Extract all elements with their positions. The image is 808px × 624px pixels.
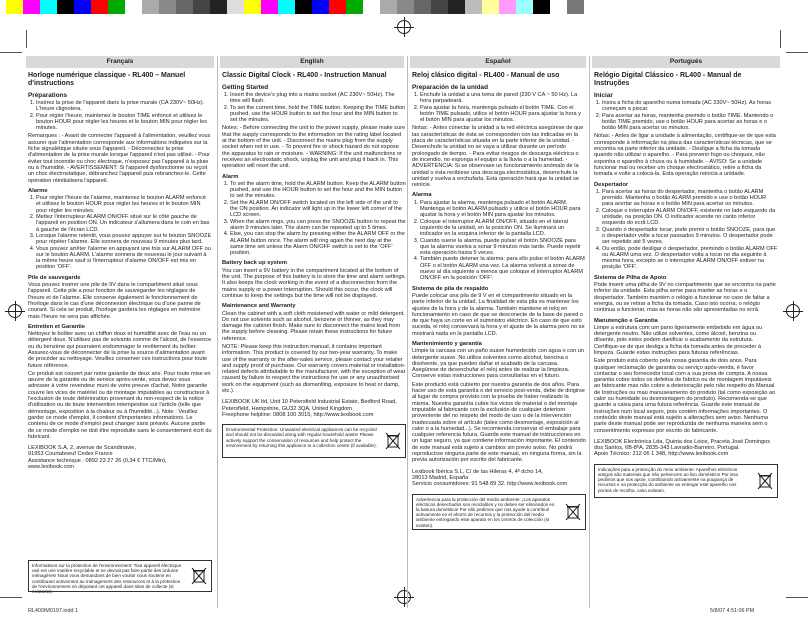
list-item: 1. Insira a ficha do aparelho numa tomada (AC 230V~ 50Hz). As horas começam a piscar.	[602, 100, 778, 113]
color-swatch	[448, 0, 465, 14]
column-french	[28, 72, 212, 470]
heading-maintenance: Manutenção e Garantia	[594, 317, 658, 324]
address-line: Freephone helpline: 0808 100 3015, http://www.lexibook.com	[222, 411, 374, 418]
title-portuguese: Relógio Digital Clássico - RL400 - Manual de Instruções	[594, 72, 742, 87]
address-line: 91953 Courtaboeuf Cedex France	[28, 451, 113, 458]
color-swatch	[227, 0, 244, 14]
address-line: 28013 Madrid, España	[412, 474, 469, 481]
backup-text: Pode inserir uma pilha de 9V no compartimento que se encontra na parte inferior da unidade. Esta pilha serve para manter as horas e o despertador. Também mantém o relógio a funcionar no caso de faltar a energia, ou se retirar a ficha da tomada. Caso isto ocorra, o relógio continua a funcionar, mas as horas não são apresentadas no ecrã.	[594, 282, 776, 314]
list-item: 2. Pour régler l'heure, maintenez le bouton TIME enfoncé et utilisez le bouton HOUR pour régler les heures et le bouton MIN pour régler les minutes.	[36, 113, 212, 132]
environment-text: Environmental Protection: Unwanted electrical appliances can be recycled and should not be discarded along with regular household waste! Please actively support the conservation of resources and help protect the environment by returning this appliance to a collection centre (if available).	[226, 427, 377, 448]
address-line: Servicio consumidores: 91 548 89 32. http://www.lexibook.com	[412, 481, 568, 488]
crossed-bin-icon	[565, 503, 581, 521]
notes-text: Notas: - Antes conectar la unidad a la red eléctrica asegúrese de que las características de ésta se corresponden con las indicadas en la placa de características situada en la parte inferior de la unidad. - Desenchufe la unidad no se vaya a utilizar durante un período prolongado de tiempo. - Para evitar riesgos de descarga eléctrica o de incendio, no exponga el equipo a la lluvia o a la humedad. - ADVERTENCIA: Si se observase un funcionamiento anómalo de la unidad o ésta recibiese una descarga electrostática, desenchufe la unidad y vuelva a enchufarla. Esta operación hará que la unidad se reinicie.	[412, 125, 584, 189]
registration-mark-right	[786, 304, 800, 318]
warranty-text: Ce produit est couvert par notre garantie de deux ans. Pour toute mise en œuvre de la garantie ou de service après-vente, vous devez vous adresser à votre revendeur muni de votre preuve d'achat. Notre garantie couvre les vices de matériel ou de montage imputables au constructeur à l'exclusion de toute détérioration provenant du non-respect de la notice d'utilisation ou de toute intervention intempestive sur l'article (telle que démontage, exposition à la chaleur ou à l'humidité...). Note : Veuillez garder ce mode d'emploi, il contient d'importantes informations. Le contenu de ce mode d'emploi peut changer sans préavis. Aucune partie de ce mode d'emploi ne doit être reproduite sans le consentement écrit du fabricant.	[28, 370, 212, 440]
crop-mark	[26, 30, 27, 48]
column-spanish	[412, 72, 586, 530]
address-line: Lexibook Ibérica S.L, C/ de las Hileras 4, 4º dcho 14,	[412, 468, 543, 475]
color-swatch	[380, 0, 397, 14]
list-item: 1. To set the alarm time, hold the ALARM button. Keep the ALARM button pushed, and use the HOUR button to set the hour and the MIN button to set the minutes.	[230, 181, 406, 200]
color-registration-bar	[6, 0, 584, 14]
notes-text: Notas: - Antes de ligar a unidade à alimentação, certifique-se de que esta corresponde à informação na placa das características técnicas, que se encontra na parte inferior da unidade. - Desligue a ficha da tomada quando não utilizar o aparelho. - Para prevenir fogo ou choques, não exponha o aparelho à chuva ou à humidade. - AVISO: Se a unidade funcionar mal ou receber um choque electrostático, retire a ficha da tomada e volte a colocá-la. Esta operação reinicia a unidade.	[594, 133, 776, 178]
remarks-text: Remarques : - Avant de connecter l'appareil à l'alimentation, veuillez vous assurer que l'alimentation corresponde aux informations indiquées sur la fiche signalétique située sous l'appareil. - Déconnectez la prise d'alimentation de la prise murale lorsque l'appareil n'est pas utilisé. - Pour éviter tout incendie ou choc électrique, n'exposez pas l'appareil à la pluie ou à l'humidité. - AVERTISSEMENT: Si l'appareil dysfonctionne ou reçoit un choc électrostatique, débranchez l'appareil puis rebranchez-le. Cette opération réinitialisera l'appareil.	[28, 133, 211, 184]
color-swatch	[363, 0, 380, 14]
title-english: Classic Digital Clock - RL400 - Instruction Manual	[222, 72, 387, 79]
header-french: Français	[26, 56, 214, 68]
maintenance-text: Limpe a estrutura com um pano ligeiramente embebido em água ou detergente neutro. Não utilize solventes, como álcool, benzina ou diluente, pois estes podem danificar o acabamento da estrutura. Certifique-se de que desliga a ficha da tomada antes de proceder à limpeza. Guarde estas instruções para futuras referências.	[594, 324, 763, 356]
heading-maintenance: Maintenance and Warranty	[222, 303, 296, 310]
care-text: Nettoyez le boîtier avec un chiffon doux et humidifié avec de l'eau ou un détergent doux. N'utilisez pas de solvants comme de l'alcool, de l'essence ou du benzène qui pourraient endommager le revêtement du boîtier. Assurez-vous de déconnecter de la prise la source d'alimentation avant de procéder au nettoyage. Veuillez conserver ces instructions pour toute future référence.	[28, 331, 212, 369]
column-portuguese	[594, 72, 778, 498]
address-line: Petersfield, Hampshire, GU32 3QA, United Kingdom	[222, 405, 352, 412]
crop-mark	[0, 52, 22, 53]
footer-timestamp: 5/8/07 4:51:06 PM	[710, 608, 755, 614]
color-swatch	[261, 0, 278, 14]
environment-box-portuguese	[594, 464, 778, 498]
list-item: 3. Cuando suene la alarma, puede pulsar el botón SNOOZE para que la alarma vuelva a sonar 9 minutos más tarde. Puede repetir esta operación hasta 5 veces.	[420, 238, 586, 257]
color-swatch	[533, 0, 550, 14]
color-swatch	[278, 0, 295, 14]
registration-mark-left	[8, 304, 22, 318]
maintenance-text: Clean the cabinet with a soft cloth moistened with water or mild detergent. Do not use solvents such as alcohol, benzene or thinner, as they may damage the cabinet finish. Make sure to disconnect the mains lead from the supply before cleaning. Please retain these instructions for future reference.	[222, 310, 405, 342]
environment-text: Informations sur la protection de l'environnement: Tout appareil électrique usé est une matière recyclable et ne devrait pas faire partie des ordures ménagères! Nous vous demandons de bien vouloir nous soutenir en contribuant activement au ménagement des ressources et à la protection de l'environnement en déposant cet appareil dans sites de collecte (si existants).	[32, 563, 182, 595]
environment-text: Advertencia para la protección del medio ambiente: ¡Los aparatos eléctricos desechados son reciclables y no deben ser eliminados en la basura doméstica! Por ello pedimos que nos ayude a contribuir activamente en el ahorro de recursos y la protección del medio ambiente entregando este aparato en los centros de colección (si existen).	[416, 496, 555, 528]
list-item: 4. También puede detener la alarma: para ello pulse el botón ALARM OFF o el botón ALARM una vez. La alarma volverá a sonar de nuevo al día siguiente a menos que coloque el interruptor ALARM ON/OFF en la posición 'OFF'.	[420, 256, 586, 281]
color-swatch	[550, 0, 567, 14]
color-swatch	[346, 0, 363, 14]
environment-text: Indicações para a protecção do meio ambiente: Aparelhos eléctricos antigos são materiais que não pertencem ao lixo doméstico! Por isso pedimos que nos apoie, contribuindo activamente na poupança de recursos e na protecção do ambiente ao entregar este aparelho nos pontos de recolha, caso existam.	[598, 466, 739, 493]
title-spanish: Reloj clásico digital - RL400 - Manual de uso	[412, 72, 560, 79]
list-item: 2. Para ajustar la hora, mantenga pulsado el botón TIME. Con el botón TIME pulsado, utilice el botón HOUR para ajustar la hora y el botón MIN para ajustar los minutos.	[420, 105, 586, 124]
environment-box-english	[222, 424, 406, 458]
address-line: LEXIBOOK UK ltd, Unit 10 Petersfield Industrial Estate, Bedford Road,	[222, 399, 397, 406]
list-item: 4. Else, you can stop the alarm by pressing either the ALARM OFF or the ALARM button once. The alarm will ring again the next day at the same time set unless the Alarm ON/OFF switch is set to the 'OFF' position.	[230, 231, 406, 256]
heading-backup: Battery back up system	[222, 260, 288, 267]
color-swatch	[142, 0, 159, 14]
crossed-bin-icon	[191, 567, 207, 585]
header-portuguese: Portugués	[592, 56, 780, 68]
list-item: 2. Para acertar as horas, mantenha premido o botão TIME. Mantendo o botão TIME premido, use o botão HOUR para acertar as horas e o botão MIN para acertar os minutos.	[602, 113, 778, 132]
list-item: 2. Mettez l'interrupteur ALARM ON/OFF situé sur le côté gauche de l'appareil en position ON. Un indicateur s'allumera dans le coin en bas à gauche de l'écran LCD.	[36, 214, 212, 233]
warranty-text: NOTE: Please keep this instruction manual, it contains important information. This product is covered by our two-year warranty. To make use of the warranty or the after-sales service, please contact your retailer and supply proof of purchase. Our warranty covers material or installation-related defects attributable to the manufacturer, with the exception of wear caused by failure to respect the instructions for use or any unauthorised work on the equipment (such as dismantling, exposure to heat or damp, etc.).	[222, 343, 406, 395]
backup-text: You can insert a 9V battery in the compartment located at the bottom of the unit. The purpose of this battery is to store the time and alarm settings. It also keeps the clock working in the event of a disconnection from the mains supply or a power interruption. Should this occur, the clock will continue to keep the settings but the time will not be displayed.	[222, 267, 406, 299]
color-swatch	[193, 0, 210, 14]
notes-text: Notes: - Before connecting the unit to the power supply, please make sure that the supply corresponds to the information on the rating label located at the bottom of the unit. - Disconnect the mains plug from the supply socket when not in use. - To prevent fire or shock hazard do not expose the apparatus to rain or moisture. - WARNING: If the unit malfunctions or receives an electrostatic shock, unplug the unit and plug it back in. This operation will reset the unit.	[222, 125, 406, 170]
crossed-bin-icon	[385, 432, 401, 450]
column-divider	[589, 56, 590, 608]
list-item: 3. When the alarm rings, you can press the SNOOZE button to repeat the alarm 9 minutes later. The alarm can be repeated up to 5 times.	[230, 219, 406, 232]
color-swatch	[91, 0, 108, 14]
color-swatch	[176, 0, 193, 14]
list-item: 1. Insérez la prise de l'appareil dans la prise murale (CA 230V~ 50Hz). L'heure clignotera.	[36, 100, 212, 113]
color-swatch	[244, 0, 261, 14]
color-swatch	[57, 0, 74, 14]
environment-box-spanish	[412, 494, 586, 530]
list-item: 2. Coloque el interruptor ALARM ON/OFF, situado en el lateral izquierdo de la unidad, en la posición ON. Se iluminará un indicador en la esquina inferior de la pantalla LCD.	[420, 219, 586, 238]
warranty-text: Este produto está coberto pela nossa garantia de dois anos. Para qualquer reclamação de garantia ou serviço após-venda, é favor contactar o seu fornecedor local com a sua prova de compra. A nossa garantia cobre todos os defeitos de fabrico ou de montagem imputáveis ao fabricante mas não cobre a deterioração pelo não respeito do Manual de Instruções ou mau manuseamento do produto (tal como exposição ao calor ou humidade ou desmontagem do produto). Recomenda-se que guarde a caixa para uma futura referência. Guarde este manual de instruções num local seguro, pois contém informações importantes. O conteúdo deste manual está sujeito a alterações sem aviso. Nenhuma parte deste manual pode ser reproduzida de nenhuma maneira sem o consentimento expresso por escrito do fabricante.	[594, 358, 776, 434]
heading-alarm: Alarma	[412, 192, 432, 199]
column-english	[222, 72, 406, 458]
color-swatch	[108, 0, 125, 14]
heading-maintenance: Mantenimiento y garantía	[412, 340, 482, 347]
backup-text: Vous pouvez insérer une pile de 9V dans le compartiment situé sous l'appareil. Cette pile a pour fonction de sauvegarder les réglages de l'heure et de l'alarme. Elle conserve également le fonctionnement de l'horloge dans le cas d'une déconnexion électrique ou d'une panne de courant. Si cela se produit, l'horloge gardera les réglages en mémoire mais l'heure ne sera pas affichée.	[28, 282, 201, 320]
list-item: 3. Quando o despertador tocar, pode premir o botão SNOOZE, para que o despertador volte a tocar passados 9 minutos. O despertador pode ser repetido até 5 vezes.	[602, 227, 778, 246]
heading-backup: Sistema de pila de respaldo	[412, 285, 489, 292]
crop-mark	[0, 597, 22, 598]
heading-backup: Sistema de Pilha de Apoio	[594, 274, 667, 281]
color-swatch	[516, 0, 533, 14]
color-swatch	[431, 0, 448, 14]
list-item: 1. Para acertar as horas do despertador, mantenha o botão ALARM premido. Mantenha o botão ALARM premido e use o botão HOUR para acertar as horas e o botão MIN para acertar os minutos.	[602, 189, 778, 208]
address-block	[594, 439, 778, 458]
footer-file-name: RL400IM0197.indd 1	[28, 608, 79, 614]
heading-alarm: Alarme	[28, 187, 48, 194]
list-item: 2. Coloque o interruptor ALARM ON/OFF, existente no lado esquerdo da unidade, na posição ON. O indicador acende no canto inferior esquerdo do ecrã LCD.	[602, 208, 778, 227]
heading-alarm: Despertador	[594, 181, 629, 188]
list-item: 4. Ou então, pode desligar o despertador, premindo o botão ALARM OFF ou ALARM uma vez. O despertador volta a tocar no dia seguinte à mesma hora, excepto se o interruptor ALARM ON/OFF estiver na posição 'OFF'.	[602, 246, 778, 271]
environment-box-french	[28, 560, 212, 595]
column-divider	[217, 56, 218, 608]
list-item: 3. Lorsque l'alarme retentit, vous pouvez appuyer sur le bouton SNOOZE pour répéter l'alarme. Elle sonnera de nouveau 9 minutes plus tard.	[36, 233, 212, 246]
maintenance-text: Limpie la carcasa con un paño suave humedecido con agua o con un detergente suave. No utilice solventes como alcohol, bencina o disolvente, ya que pueden dañar el acabado de la carcasa. Asegúrese de desenchufar el reloj antes de realizar la limpieza. Conserve estas instrucciones para consultarlas en el futuro.	[412, 348, 584, 380]
address-block	[412, 469, 586, 488]
list-item: 1. Enchufe la unidad a una toma de pared (230 V CA ~ 50 Hz). La hora parpadeará.	[420, 92, 586, 105]
header-english: English	[220, 56, 404, 68]
color-swatch	[414, 0, 431, 14]
color-swatch	[210, 0, 227, 14]
title-french: Horloge numérique classique - RL400 – Manuel d'instructions	[28, 72, 186, 87]
color-swatch	[159, 0, 176, 14]
color-swatch	[465, 0, 482, 14]
address-line: Apoio Técnico: 212 06 1 348, http://www.lexibook.com	[594, 451, 729, 458]
heading-getting-started: Getting Started	[222, 84, 269, 91]
list-item: 1. Insert the device's plug into a mains socket (AC 230V~ 50Hz). The time will flash.	[230, 92, 406, 105]
list-item: 4. Vous pouvez arrêter l'alarme en appuyant une fois sur ALARM OFF ou sur le bouton ALARM. L'alarme sonnera de nouveau le jour suivant à la même heure sauf si l'interrupteur d'alarme ON/OFF est mis en position 'OFF'.	[36, 246, 212, 271]
heading-backup: Pile de sauvegarde	[28, 274, 81, 281]
address-block	[28, 445, 212, 470]
color-swatch	[499, 0, 516, 14]
header-spanish: Español	[410, 56, 586, 68]
column-divider	[407, 56, 408, 608]
color-swatch	[125, 0, 142, 14]
registration-mark-top	[397, 20, 411, 34]
crop-mark	[786, 597, 808, 598]
color-swatch	[567, 0, 584, 14]
color-swatch	[23, 0, 40, 14]
heading-alarm: Alarm	[222, 173, 239, 180]
heading-preparation: Preparación de la unidad	[412, 84, 488, 91]
crop-mark	[786, 52, 808, 53]
color-swatch	[397, 0, 414, 14]
list-item: 2. To set the current time, hold the TIME button. Keeping the TIME button pushed, use the HOUR button to set the hour and the MIN button to set the minutes.	[230, 105, 406, 124]
address-line: LEXIBOOK S.A, 2, avenue de Scandinavie,	[28, 445, 136, 452]
address-line: LEXIBOOK Electrónica Lda, Quinta dos Loios, Praceta José Domingos dos Santos, 6B-8ºA, 2835-343 Lavradio-Barreiro, Portugal.	[594, 438, 770, 452]
color-swatch	[312, 0, 329, 14]
list-item: 1. Para ajustar la alarma, mantenga pulsado el botón ALARM. Mantenga el botón ALARM pulsado y utilice el botón HOUR para ajustar la hora y el botón MIN para ajustar los minutos.	[420, 200, 586, 219]
heading-start: Iniciar	[594, 92, 613, 99]
crossed-bin-icon	[757, 472, 773, 490]
warranty-text: Este producto está cubierto por nuestra garantía de dos años. Para hacer uso de esta garantía o del servicio post-venta, debe de dirigirse al lugar de compra provisto con la prueba de haber realizado la misma. Nuestra garantía cubre los vicios de material o del montaje imputable al fabricante con la exclusión de cualquier deterioro proveniente del no respeto del modo de uso o de la intervención inadecuada sobre el artículo (tales como desmontaje, exposición al calor o a la humedad...). Se recomienda conservar el embalaje para cualquier referencia futura. Guarde este manual de instrucciones en un lugar seguro, ya que contiene información importante. El contenido de este manual está sujeto a cambios sin previo aviso. No podrá reproducirse ninguna parte de este manual, en ninguna forma, sin la previa autorización por escrito del fabricante.	[412, 381, 586, 464]
heading-preparations: Préparations	[28, 92, 68, 99]
address-block	[222, 399, 406, 418]
color-swatch	[40, 0, 57, 14]
color-swatch	[6, 0, 23, 14]
heading-care: Entretien et Garantie	[28, 323, 86, 330]
color-swatch	[329, 0, 346, 14]
crop-mark	[780, 30, 781, 48]
color-swatch	[482, 0, 499, 14]
address-line: Assistance technique : 0892 23 27 26 (0,34 € TTC/Min), www.lexibook.com	[28, 457, 167, 471]
list-item: 1. Pour régler l'heure de l'alarme, maintenez le bouton ALARM enfoncé et utilisez le bouton HOUR pour régler les heures et le bouton MIN pour régler les minutes.	[36, 195, 212, 214]
color-swatch	[74, 0, 91, 14]
color-swatch	[295, 0, 312, 14]
registration-mark-bottom	[397, 590, 411, 604]
list-item: 2. Set the ALARM ON/OFF switch located on the left side of the unit to the ON position. An indicator will light up in the lower left corner of the LCD screen.	[230, 200, 406, 219]
backup-text: Puede colocar una pila de 9 V en el compartimento situado en la parte inferior de la unidad. La finalidad de esta pila es mantener los ajustes de la hora y de la alarma. También mantiene el reloj en funcionamiento en caso de que se desconecte de la base de pared o de que haya un corte en el suministro eléctrico. En caso de que esto suceda, el reloj conservará la hora y el ajuste de la alarma pero no se mostrará nada en la pantalla LCD.	[412, 292, 585, 337]
